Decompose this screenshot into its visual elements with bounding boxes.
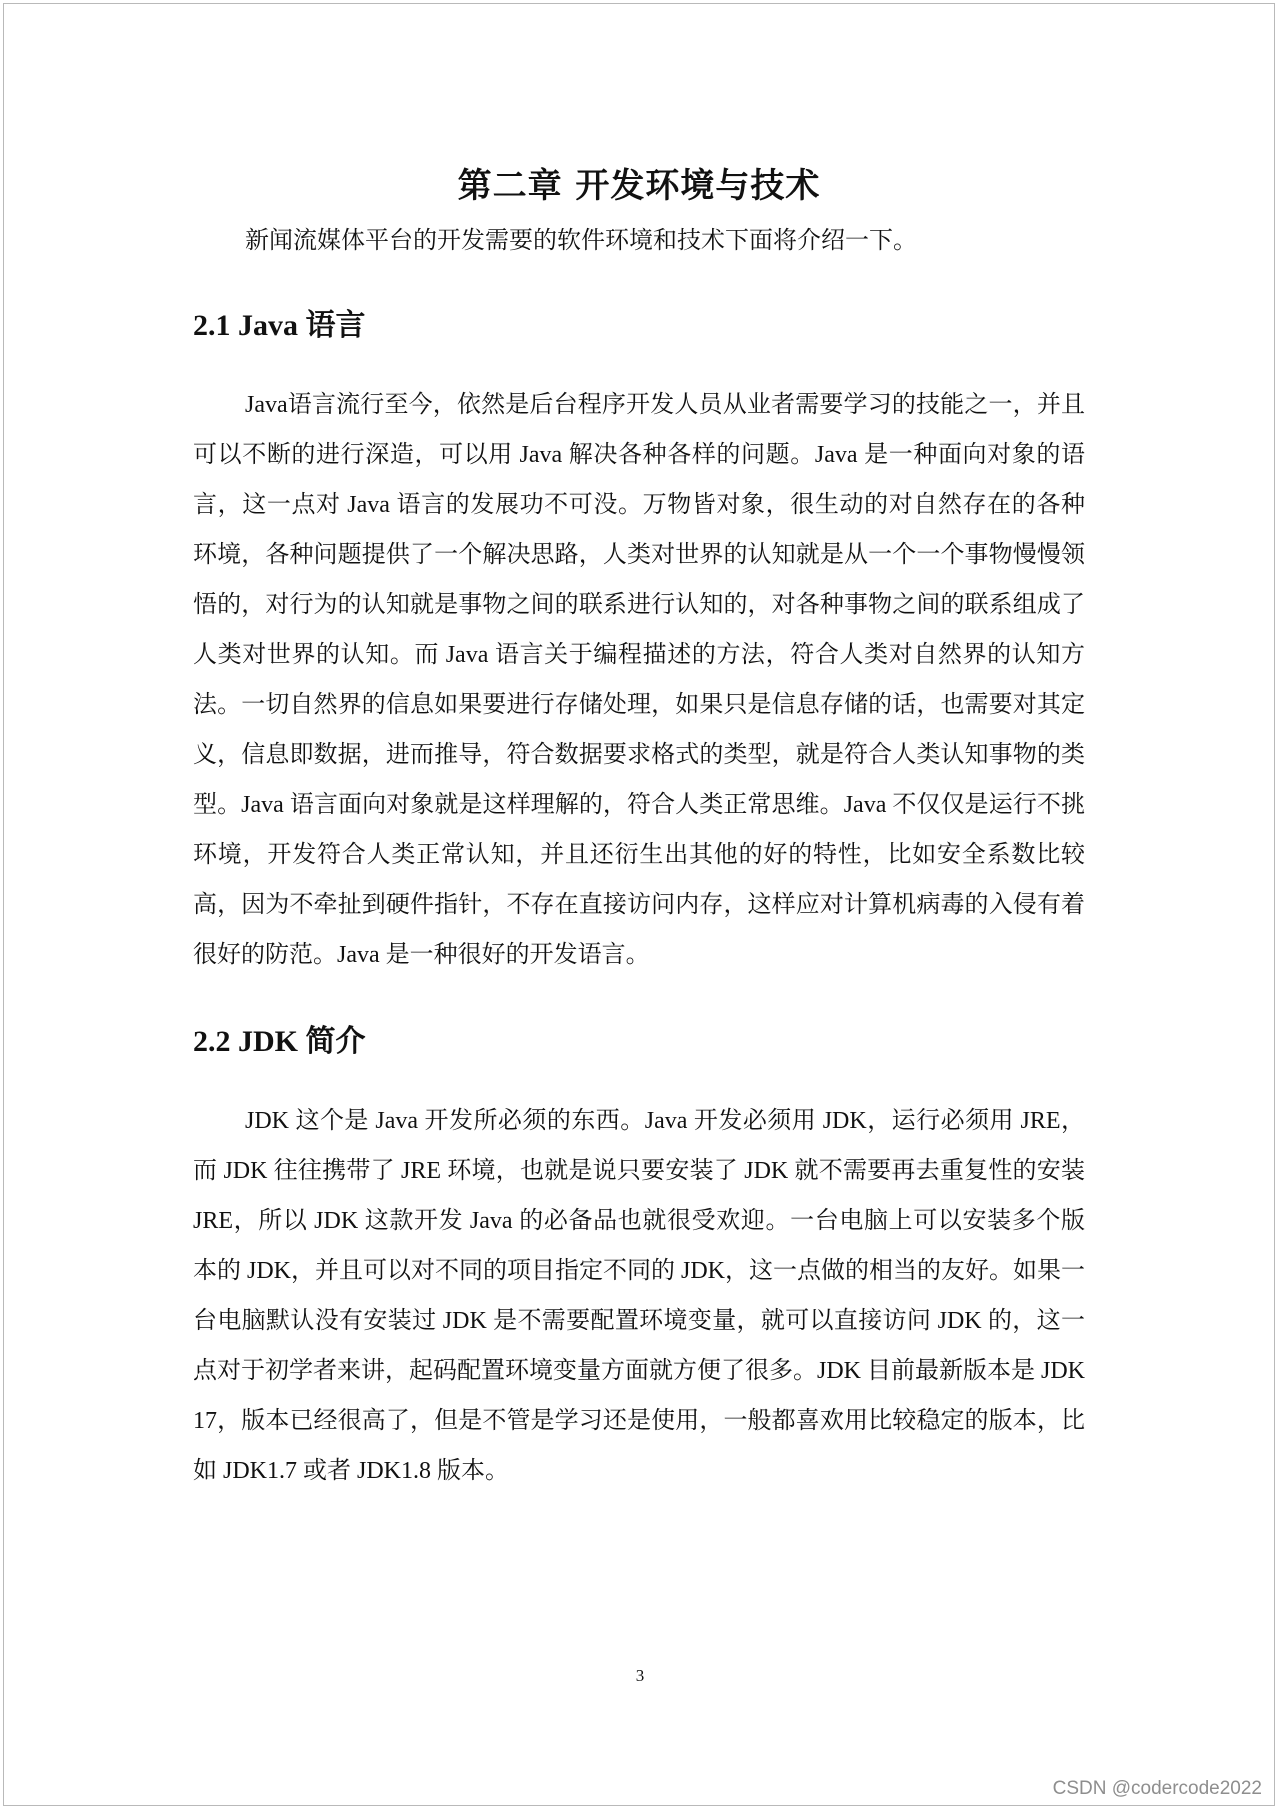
document-body <box>193 162 1085 1496</box>
page-number: 3 <box>635 1666 645 1685</box>
section-heading-jdk: 2.2 JDK 简介 <box>193 1025 366 1058</box>
csdn-watermark: CSDN @codercode2022 <box>1052 1778 1262 1799</box>
section-paragraph-jdk: JDK 这个是 Java 开发所必须的东西。Java 开发必须用 JDK，运行必须用 JRE，而 JDK 往往携带了 JRE 环境，也就是说只要安装了 JDK 就不需要再去重复性的安装 JRE，所以 JDK 这款开发 Java 的必备品也就很受欢迎。一台电脑上可以安装多个版本的 JDK，并且可以对不同的项目指定不同的 JDK，这一点做的相当的友好。如果一台电脑默认没有安装过 JDK 是不需要配置环境变量，就可以直接访问 JDK 的，这一点对于初学者来讲，起码配置环境变量方面就方便了很多。JDK 目前最新版本是 JDK17，版本已经很高了，但是不管是学习还是使用，一般都喜欢用比较稳定的版本，比如 JDK1.7 或者 JDK1.8 版本。 <box>193 1108 1086 1484</box>
intro-paragraph: 新闻流媒体平台的开发需要的软件环境和技术下面将介绍一下。 <box>245 228 917 254</box>
chapter-title: 第二章 开发环境与技术 <box>457 166 821 206</box>
section-heading-java: 2.1 Java 语言 <box>193 309 366 342</box>
section-paragraph-java: Java语言流行至今，依然是后台程序开发人员从业者需要学习的技能之一，并且可以不断的进行深造，可以用 Java 解决各种各样的问题。Java 是一种面向对象的语言，这一点对 Java 语言的发展功不可没。万物皆对象，很生动的对自然存在的各种环境，各种问题提供了一个解决思路，人类对世界的认知就是从一个一个事物慢慢领悟的，对行为的认知就是事物之间的联系进行认知的，对各种事物之间的联系组成了人类对世界的认知。而 Java 语言关于编程描述的方法，符合人类对自然界的认知方法。一切自然界的信息如果要进行存储处理，如果只是信息存储的话，也需要对其定义，信息即数据，进而推导，符合数据要求格式的类型，就是符合人类认知事物的类型。Java 语言面向对象就是这样理解的，符合人类正常思维。Java 不仅仅是运行不挑环境，开发符合人类正常认知，并且还衍生出其他的好的特性，比如安全系数比较高，因为不牵扯到硬件指针，不存在直接访问内存，这样应对计算机病毒的入侵有着很好的防范。Java 是一种很好的开发语言。 <box>193 392 1085 968</box>
